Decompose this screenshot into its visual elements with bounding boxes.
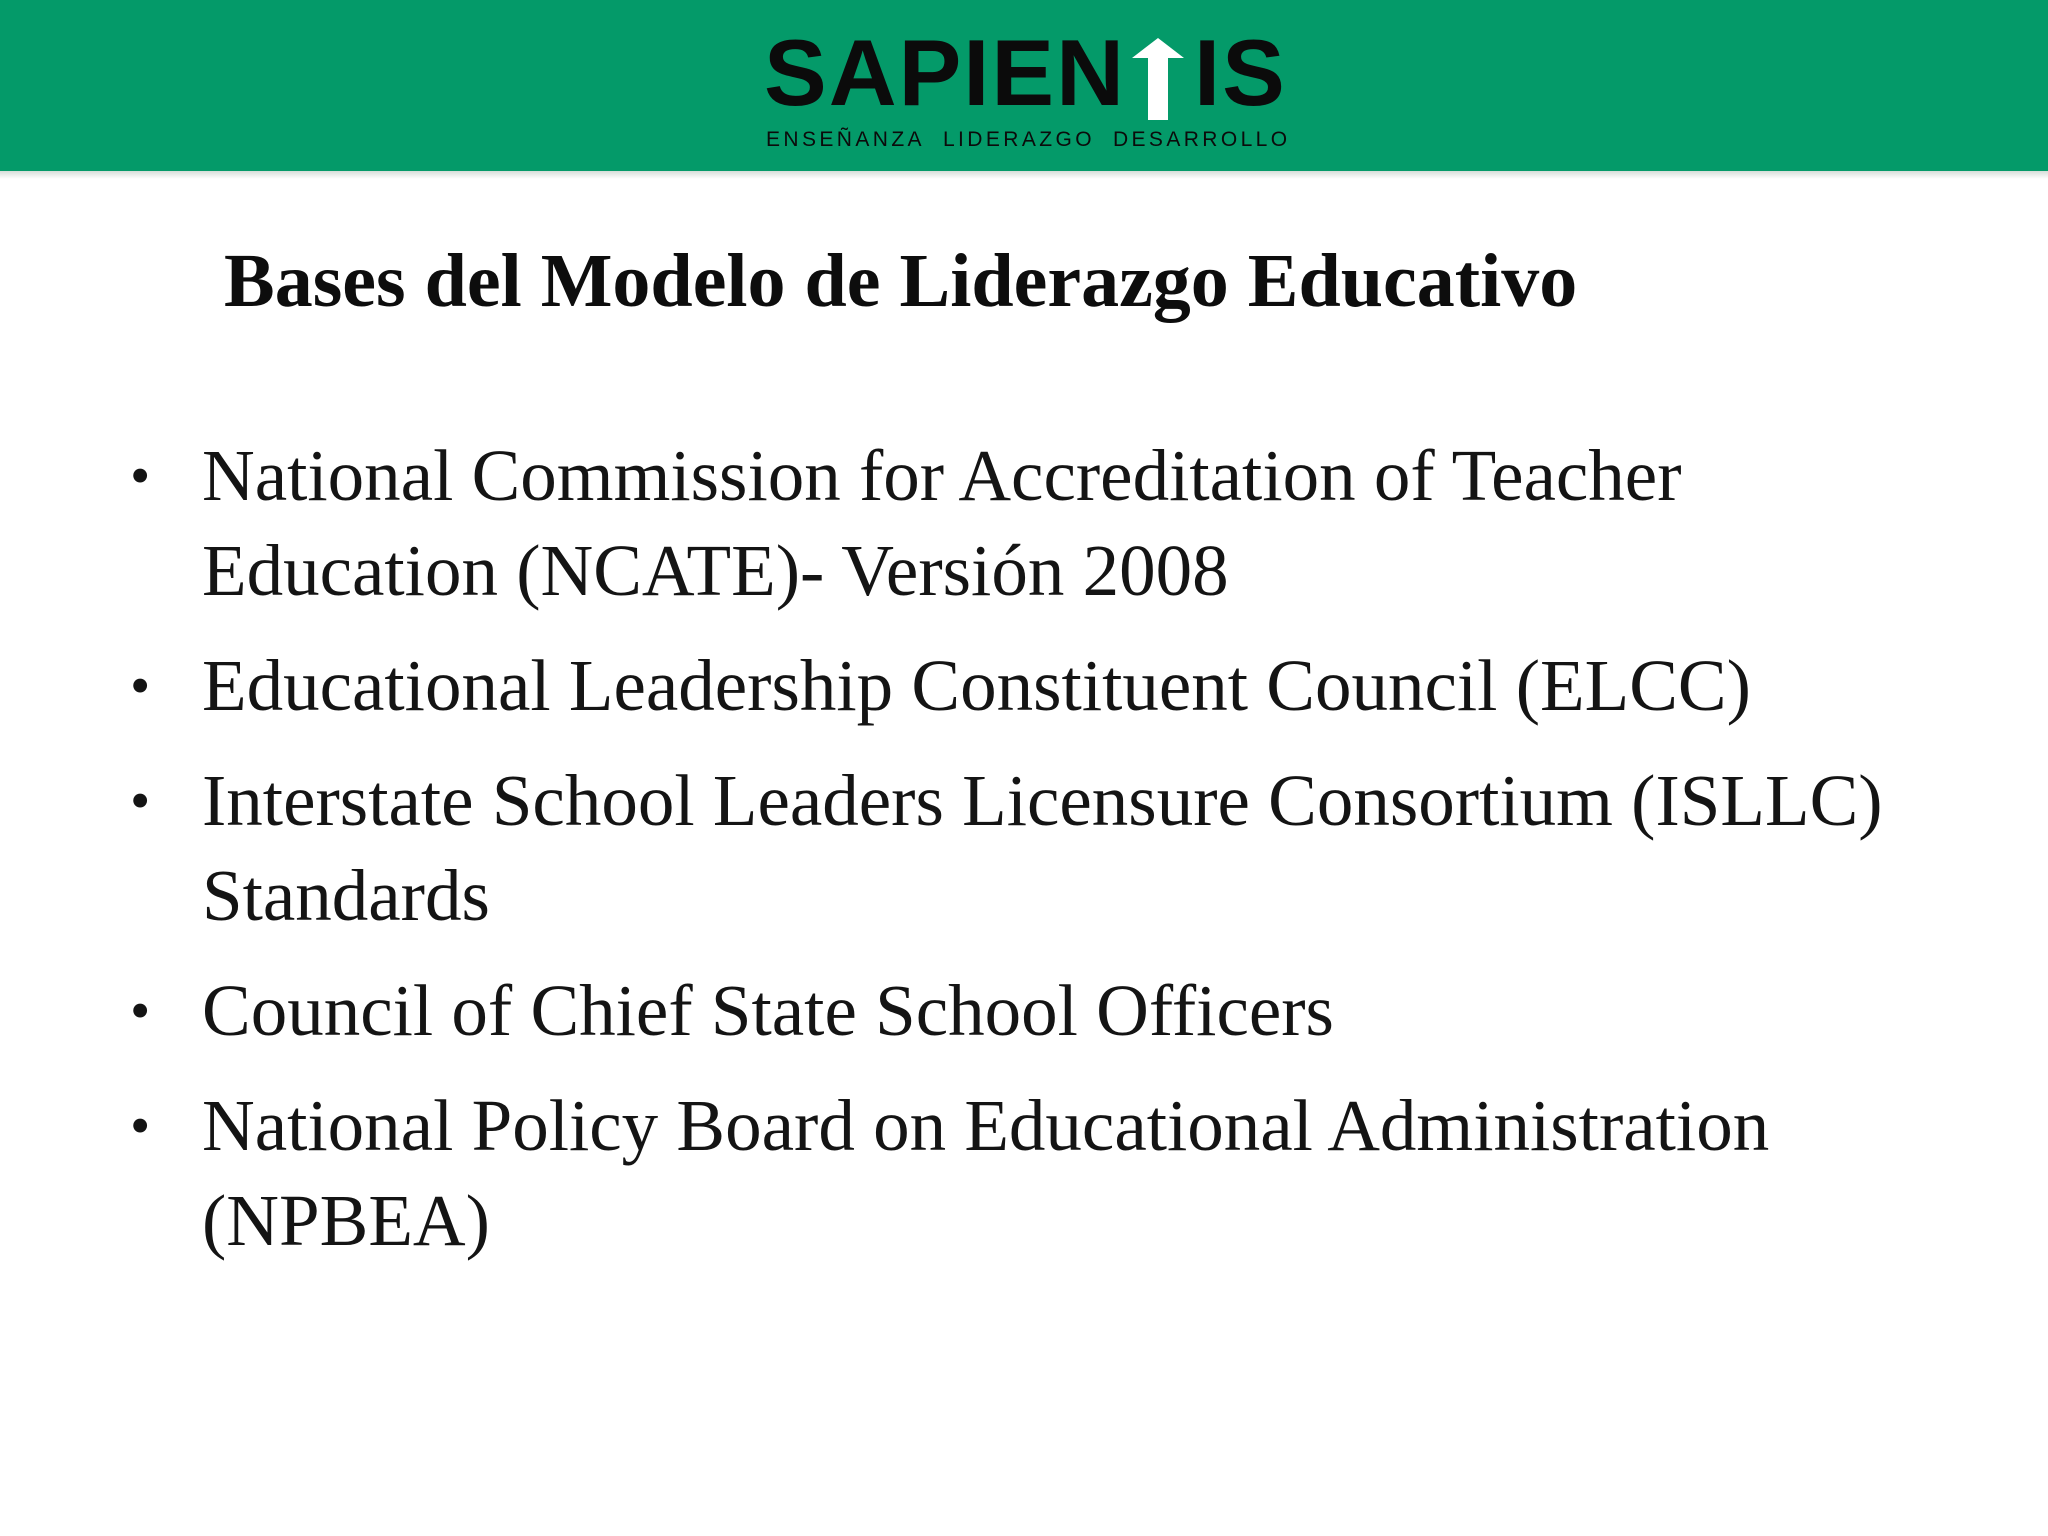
logo-tagline [766,128,1291,152]
bullet-dot-icon: • [130,443,151,508]
bullet-text: Interstate School Leaders Licensure Consortium (ISLLC) Standards [202,760,1883,936]
tagline-word: LIDERAZGO [942,128,1095,151]
slide-title: Bases del Modelo de Liderazgo Educativo [224,239,1578,323]
logo-text-end: IS [1193,20,1287,125]
bullet-dot-icon: • [130,768,151,833]
bullet-text: National Commission for Accreditation of Teacher Education (NCATE)- Versión 2008 [202,435,1682,611]
bullet-dot-icon: • [130,653,151,718]
bullet-list [120,428,1940,1288]
bullet-text: National Policy Board on Educational Administration (NPBEA) [202,1085,1770,1261]
sapientis-logo [0,0,2048,171]
bullet-item [120,1078,1940,1268]
bullet-text: Council of Chief State School Officers [202,970,1334,1051]
bullet-dot-icon: • [130,1093,151,1158]
bullet-text: Educational Leadership Constituent Council (ELCC) [202,645,1751,726]
logo-text-start: SAPIEN [764,20,1126,125]
logo-arrow-t-icon [1128,38,1188,120]
bullet-item [120,428,1940,618]
bullet-item [120,963,1940,1058]
bullet-item [120,638,1940,733]
tagline-word: DESARROLLO [1112,128,1291,151]
bullet-dot-icon: • [130,978,151,1043]
tagline-word: ENSEÑANZA [766,128,925,151]
bullet-item [120,753,1940,943]
logo-wordmark [764,20,1287,125]
header-divider [0,171,2048,179]
